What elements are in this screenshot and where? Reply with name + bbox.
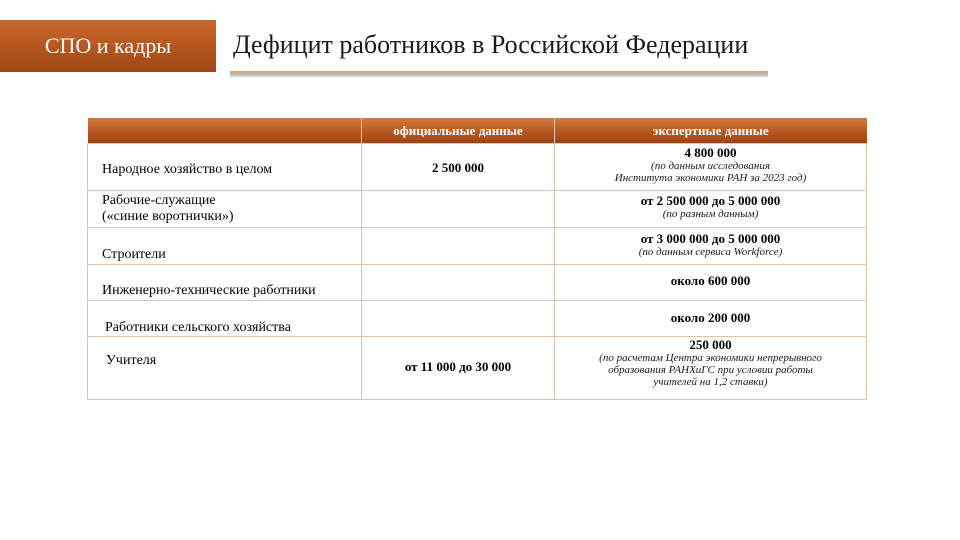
expert-value: от 2 500 000 до 5 000 000 [640, 193, 781, 208]
official-value: от 11 000 до 30 000 [404, 359, 512, 374]
row-label-text: Работники сельского хозяйства [105, 320, 291, 335]
expert-note-line: образования РАНХиГС при условии работы [608, 364, 813, 376]
official-value-cell [362, 144, 555, 191]
title-underline [230, 71, 768, 77]
expert-value: около 600 000 [670, 273, 751, 288]
row-label-text: Инженерно-технические работники [102, 283, 316, 298]
expert-value-cell [555, 228, 867, 265]
expert-value: 250 000 [689, 337, 732, 352]
expert-value: 4 800 000 [684, 145, 737, 160]
row-label [88, 144, 362, 191]
row-label [88, 191, 362, 228]
official-value-cell [362, 228, 555, 265]
official-value: 2 500 000 [432, 160, 484, 175]
page-title: Дефицит работников в Российской Федерации [233, 30, 749, 59]
expert-note-line: (по расчетам Центра экономики непрерывного [599, 352, 822, 364]
row-label [88, 265, 362, 301]
expert-note-line: (по разным данным) [662, 208, 759, 220]
expert-value-cell [555, 191, 867, 228]
table-row [88, 191, 867, 228]
expert-note-line: (по данным сервиса Workforce) [638, 246, 783, 258]
expert-value-cell [555, 144, 867, 191]
deficit-table [87, 118, 867, 400]
table-row [88, 228, 867, 265]
row-label-text: Народное хозяйство в целом [102, 162, 273, 177]
row-label-text: Строители [102, 247, 166, 262]
table-row [88, 301, 867, 337]
official-value-cell [362, 301, 555, 337]
row-label-text: Учителя [106, 353, 157, 368]
row-label [88, 337, 362, 400]
row-label-text: («синие воротнички») [102, 209, 234, 224]
row-label [88, 228, 362, 265]
expert-value-cell [555, 337, 867, 400]
expert-note-line: учителей на 1,2 ставки) [653, 376, 768, 388]
expert-value-cell [555, 301, 867, 337]
expert-note-line: Института экономики РАН за 2023 год) [614, 172, 807, 184]
table-row [88, 265, 867, 301]
official-value-cell [362, 265, 555, 301]
row-label [88, 301, 362, 337]
row-label-text: Рабочие-служащие [102, 193, 216, 208]
table-row [88, 144, 867, 191]
table-header-row [88, 118, 867, 144]
expert-note-line: (по данным исследования [651, 160, 770, 172]
column-header-category [88, 118, 362, 144]
expert-value-cell [555, 265, 867, 301]
table-row [88, 337, 867, 400]
official-value-cell [362, 337, 555, 400]
expert-value: около 200 000 [670, 310, 751, 325]
expert-value: от 3 000 000 до 5 000 000 [640, 231, 781, 246]
official-value-cell [362, 191, 555, 228]
column-header-expert: экспертные данные [555, 118, 867, 144]
column-header-official: официальные данные [362, 118, 555, 144]
section-badge: СПО и кадры [0, 20, 216, 72]
